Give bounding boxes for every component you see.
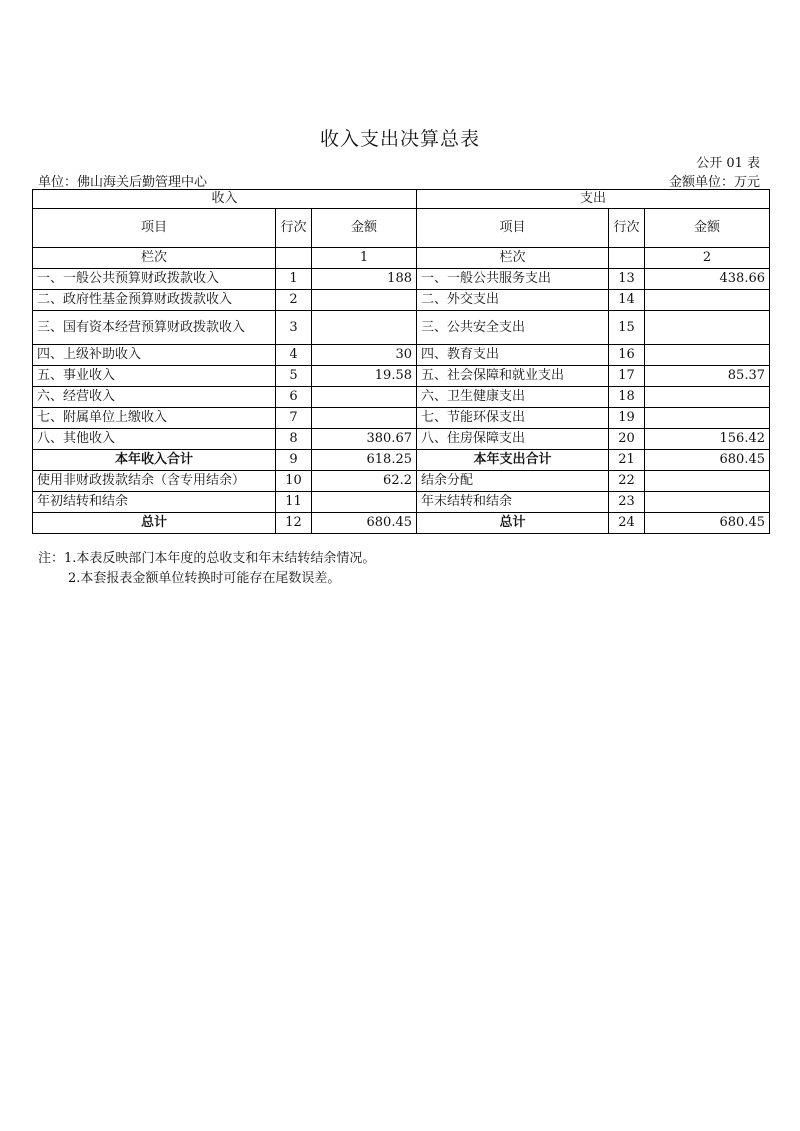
expense-row-no: 23: [609, 492, 645, 513]
table-row: [33, 269, 770, 290]
income-row-no: 7: [276, 408, 312, 429]
table-row: [33, 408, 770, 429]
unit-name: 单位：佛山海关后勤管理中心: [38, 175, 208, 190]
expense-subtotal: 680.45: [645, 450, 770, 471]
expense-total: 680.45: [645, 513, 770, 534]
expense-item: 三、公共安全支出: [417, 311, 609, 345]
expense-row-no: 21: [609, 450, 645, 471]
expense-amount: 156.42: [645, 429, 770, 450]
income-amount: [312, 311, 417, 345]
expense-row-no: 19: [609, 408, 645, 429]
expense-item: 八、住房保障支出: [417, 429, 609, 450]
income-column-label: 栏次: [33, 248, 276, 269]
expense-item: 结余分配: [417, 471, 609, 492]
expense-amount: [645, 471, 770, 492]
table-row: [33, 311, 770, 345]
expense-amount: [645, 408, 770, 429]
table-row: [33, 290, 770, 311]
income-row-no: 9: [276, 450, 312, 471]
note-line-2: 2.本套报表金额单位转换时可能存在尾数误差。: [68, 571, 341, 586]
income-amount: [312, 290, 417, 311]
income-section-header: 收入: [33, 190, 417, 209]
income-row-no-header: 行次: [276, 209, 312, 248]
table-row: [33, 429, 770, 450]
income-subtotal: 618.25: [312, 450, 417, 471]
income-amount-header: 金额: [312, 209, 417, 248]
total-row: [33, 513, 770, 534]
expense-row-no: 16: [609, 345, 645, 366]
income-amount: [312, 387, 417, 408]
income-amount: 19.58: [312, 366, 417, 387]
income-row-no: 1: [276, 269, 312, 290]
expense-row-no: 14: [609, 290, 645, 311]
expense-amount-header: 金额: [645, 209, 770, 248]
income-amount: 188: [312, 269, 417, 290]
income-item: 年初结转和结余: [33, 492, 276, 513]
income-row-no: 11: [276, 492, 312, 513]
expense-row-no: 13: [609, 269, 645, 290]
expense-row-no-header: 行次: [609, 209, 645, 248]
income-row-no: 3: [276, 311, 312, 345]
expense-item: 六、卫生健康支出: [417, 387, 609, 408]
income-item: 使用非财政拨款结余（含专用结余）: [33, 471, 276, 492]
income-row-no: 12: [276, 513, 312, 534]
income-amount: 380.67: [312, 429, 417, 450]
income-row-no: 4: [276, 345, 312, 366]
column-number-row: [33, 248, 770, 269]
income-row-no: 8: [276, 429, 312, 450]
income-row-no: 10: [276, 471, 312, 492]
expense-subtotal-label: 本年支出合计: [417, 450, 609, 471]
form-number: 公开 01 表: [696, 156, 760, 171]
expense-amount: 85.37: [645, 366, 770, 387]
income-amount: [312, 408, 417, 429]
table-row: [33, 471, 770, 492]
income-amount: [312, 492, 417, 513]
income-item: 三、国有资本经营预算财政拨款收入: [33, 311, 276, 345]
expense-amount: [645, 492, 770, 513]
expense-row-no: 24: [609, 513, 645, 534]
income-subtotal-label: 本年收入合计: [33, 450, 276, 471]
income-item: 八、其他收入: [33, 429, 276, 450]
income-amount: 62.2: [312, 471, 417, 492]
expense-row-no: 18: [609, 387, 645, 408]
income-row-no: 5: [276, 366, 312, 387]
expense-total-label: 总计: [417, 513, 609, 534]
expense-amount: [645, 345, 770, 366]
table-row: [33, 366, 770, 387]
expense-column-label: 栏次: [417, 248, 609, 269]
table-row: [33, 492, 770, 513]
table-row: [33, 387, 770, 408]
expense-item-header: 项目: [417, 209, 609, 248]
table-row: [33, 345, 770, 366]
income-item: 六、经营收入: [33, 387, 276, 408]
expense-amount: [645, 311, 770, 345]
income-item: 七、附属单位上缴收入: [33, 408, 276, 429]
expense-row-no: 20: [609, 429, 645, 450]
expense-amount: [645, 387, 770, 408]
amount-unit: 金额单位：万元: [668, 175, 760, 190]
income-total-label: 总计: [33, 513, 276, 534]
subtotal-row: [33, 450, 770, 471]
income-expense-table: [32, 189, 770, 534]
expense-row-no: 17: [609, 366, 645, 387]
income-item: 四、上级补助收入: [33, 345, 276, 366]
section-header-row: [33, 190, 770, 209]
income-amount: 30: [312, 345, 417, 366]
income-item: 一、一般公共预算财政拨款收入: [33, 269, 276, 290]
expense-column-number: 2: [645, 248, 770, 269]
expense-amount: [645, 290, 770, 311]
expense-item: 七、节能环保支出: [417, 408, 609, 429]
expense-amount: 438.66: [645, 269, 770, 290]
expense-item: 四、教育支出: [417, 345, 609, 366]
expense-item: 五、社会保障和就业支出: [417, 366, 609, 387]
notes: [38, 549, 375, 589]
income-item: 二、政府性基金预算财政拨款收入: [33, 290, 276, 311]
expense-row-no: 22: [609, 471, 645, 492]
expense-row-no: 15: [609, 311, 645, 345]
expense-item: 年末结转和结余: [417, 492, 609, 513]
expense-item: 二、外交支出: [417, 290, 609, 311]
income-item: 五、事业收入: [33, 366, 276, 387]
income-item-header: 项目: [33, 209, 276, 248]
income-row-no: 2: [276, 290, 312, 311]
column-header-row: [33, 209, 770, 248]
income-total: 680.45: [312, 513, 417, 534]
income-column-number: 1: [312, 248, 417, 269]
page-title: 收入支出决算总表: [319, 128, 480, 150]
income-row-no: 6: [276, 387, 312, 408]
note-line-1: 注：1.本表反映部门本年度的总收支和年末结转结余情况。: [38, 551, 376, 566]
expense-item: 一、一般公共服务支出: [417, 269, 609, 290]
expense-section-header: 支出: [417, 190, 770, 209]
